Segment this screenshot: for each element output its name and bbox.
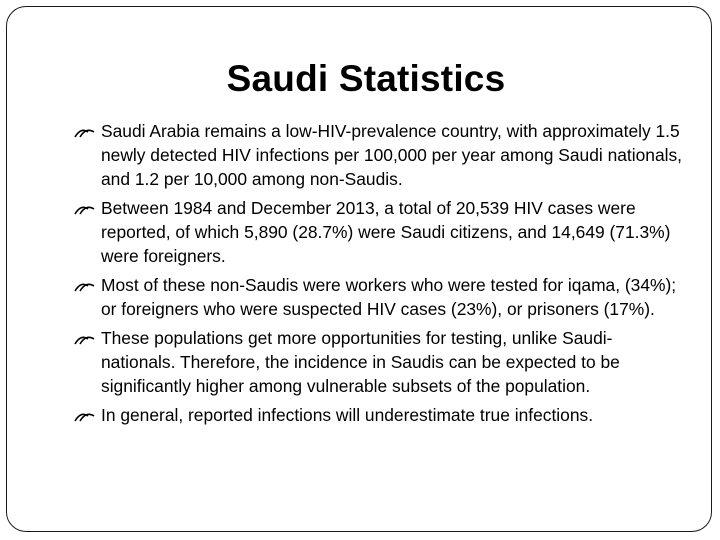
bullet-item xyxy=(74,273,684,321)
double-wave-arc-icon xyxy=(74,203,96,215)
bullet-text: Saudi Arabia remains a low-HIV-prevalence country, with approximately 1.5 newly detected HIV infections per 100,000 per year among Saudi nationals, and 1.2 per 10,000 among non-Saudis. xyxy=(101,121,683,189)
bullet-list xyxy=(74,119,684,432)
bullet-item xyxy=(74,326,684,398)
bullet-text: These populations get more opportunities for testing, unlike Saudi-nationals. Therefore, the incidence in Saudis can be expected to be significantly higher among vulnerable subsets of the population. xyxy=(101,328,620,396)
double-wave-arc-icon xyxy=(74,126,96,138)
bullet-text: In general, reported infections will underestimate true infections. xyxy=(101,405,594,425)
double-wave-arc-icon xyxy=(74,410,96,422)
bullet-item xyxy=(74,403,684,427)
slide-title: Saudi Statistics xyxy=(226,58,506,99)
bullet-item xyxy=(74,196,684,268)
bullet-text: Most of these non-Saudis were workers who were tested for iqama, (34%); or foreigners who were suspected HIV cases (23%), or prisoners (17%). xyxy=(101,275,677,319)
double-wave-arc-icon xyxy=(74,280,96,292)
bullet-item xyxy=(74,119,684,191)
bullet-text: Between 1984 and December 2013, a total of 20,539 HIV cases were reported, of which 5,890 (28.7%) were Saudi citizens, and 14,649 (71.3%) were foreigners. xyxy=(101,198,671,266)
double-wave-arc-icon xyxy=(74,333,96,345)
